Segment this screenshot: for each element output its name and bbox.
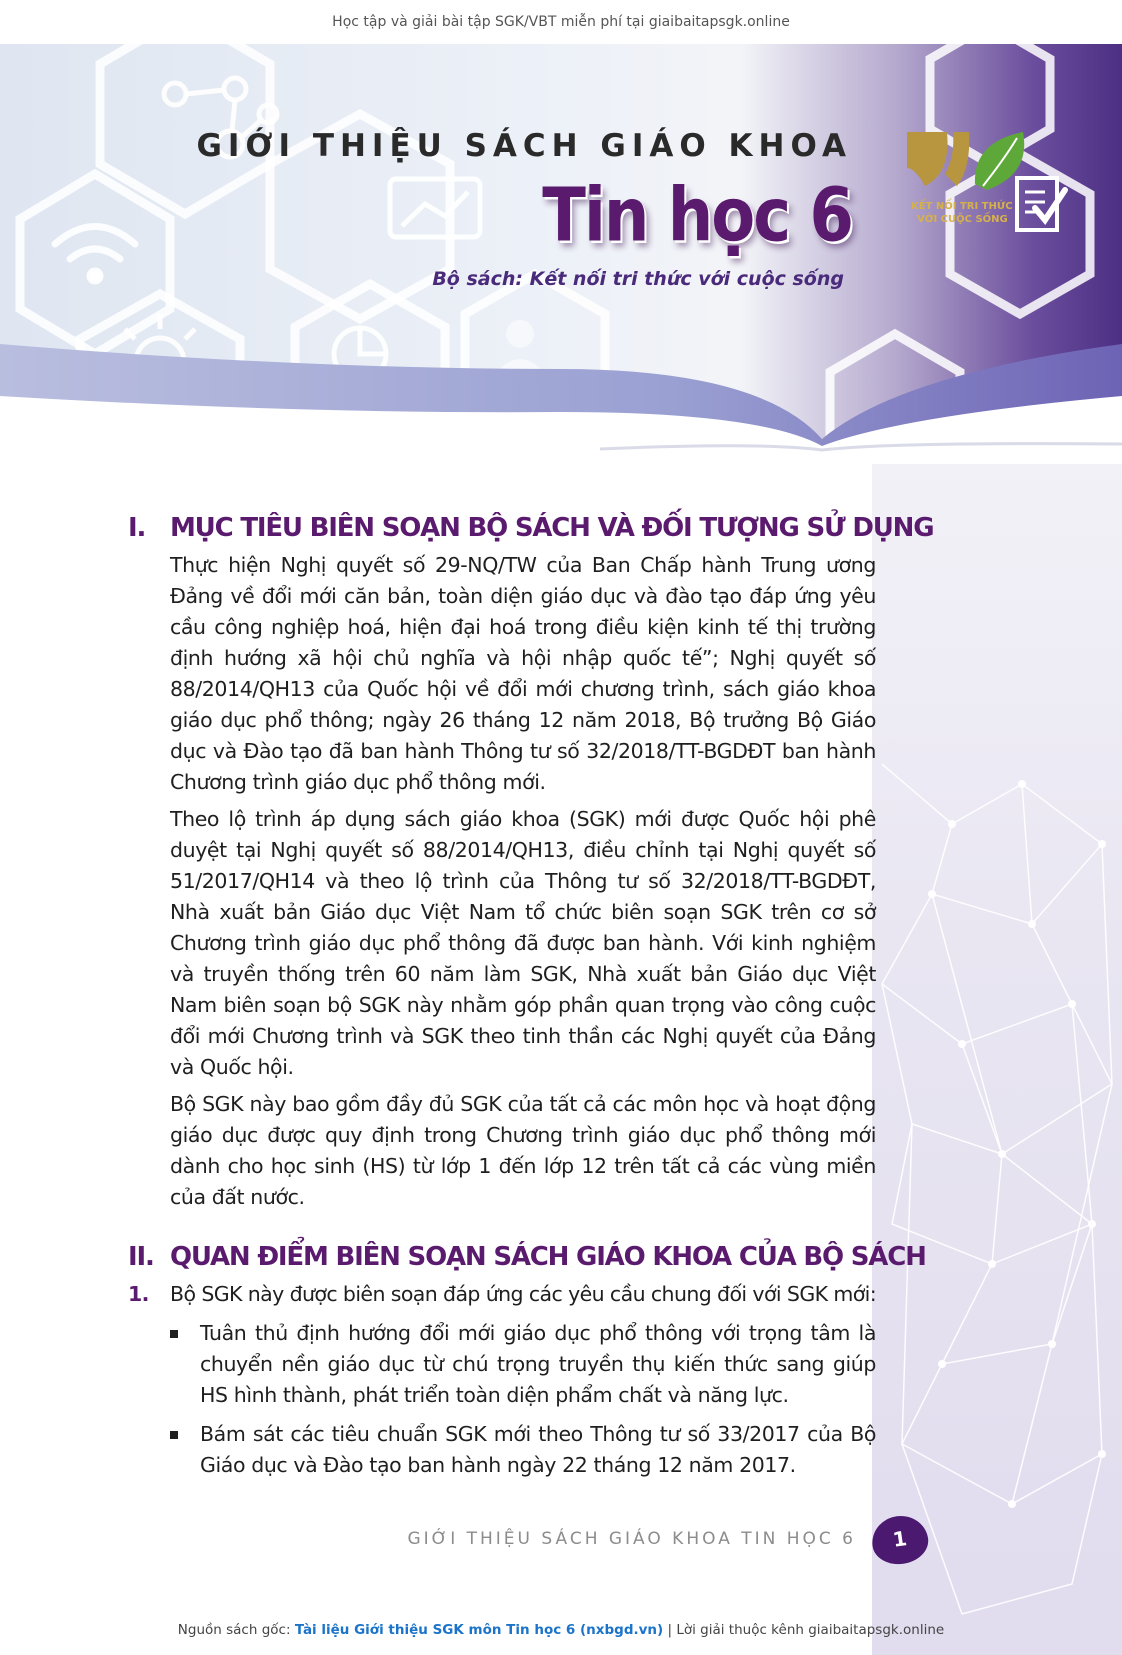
section-1-number: I.	[128, 513, 146, 543]
banner-subtitle: Bộ sách: Kết nối tri thức với cuộc sống	[432, 268, 844, 290]
running-footer-title: GIỚI THIỆU SÁCH GIÁO KHOA TIN HỌC 6	[407, 1529, 856, 1549]
page-number-badge: 1	[869, 1512, 931, 1567]
bullet-item	[200, 1318, 876, 1411]
bullet-text: Bám sát các tiêu chuẩn SGK mới theo Thông tư số 33/2017 của Bộ Giáo dục và Đào tạo ban hành ngày 22 tháng 12 năm 2017.	[200, 1422, 876, 1477]
section-2-title: QUAN ĐIỂM BIÊN SOẠN SÁCH GIÁO KHOA CỦA BỘ SÁCH	[170, 1242, 926, 1272]
header-note: Học tập và giải bài tập SGK/VBT miễn phí tại giaibaitapsgk.online	[332, 14, 790, 30]
section-2-number: II.	[128, 1242, 154, 1272]
section-1-title: MỤC TIÊU BIÊN SOẠN BỘ SÁCH VÀ ĐỐI TƯỢNG SỬ DỤNG	[170, 513, 934, 543]
numbered-item	[128, 1279, 876, 1310]
paragraph: Theo lộ trình áp dụng sách giáo khoa (SGK) mới được Quốc hội phê duyệt tại Nghị quyết số 88/2014/QH13, điều chỉnh tại Nghị quyết số 51/2017/QH14 và theo lộ trình của Thông tư số 32/2018/TT-BGDĐT, Nhà xuất bản Giáo dục Việt Nam tổ chức biên soạn SGK trên cơ sở Chương trình giáo dục phổ thông đã được ban hành. Với kinh nghiệm và truyền thống trên 60 năm làm SGK, Nhà xuất bản Giáo dục Việt Nam biên soạn bộ SGK này nhằm góp phần quan trọng vào công cuộc đổi mới Chương trình và SGK theo tinh thần các Nghị quyết của Đảng và Quốc hội.	[170, 807, 876, 1079]
leaf-logo-icon	[905, 128, 1085, 248]
logo-text-line2: VỚI CUỘC SỐNG	[917, 214, 1008, 225]
section-2-heading	[128, 1235, 926, 1279]
square-bullet-icon	[170, 1431, 178, 1439]
source-note	[0, 1622, 1122, 1638]
square-bullet-icon	[170, 1330, 178, 1338]
series-logo	[905, 128, 1085, 248]
bullet-item	[200, 1419, 876, 1481]
source-suffix: | Lời giải thuộc kênh giaibaitapsgk.online	[667, 1622, 945, 1638]
item-number: 1.	[128, 1282, 149, 1306]
cover-banner	[0, 44, 1122, 464]
paragraph: Thực hiện Nghị quyết số 29-NQ/TW của Ban Chấp hành Trung ương Đảng về đổi mới căn bản, toàn diện giáo dục và đào tạo đáp ứng yêu cầu công nghiệp hoá, hiện đại hoá trong điều kiện kinh tế thị trường định hướng xã hội chủ nghĩa và hội nhập quốc tế”; Nghị quyết số 88/2014/QH13 của Quốc hội về đổi mới chương trình, sách giáo khoa giáo dục phổ thông; ngày 26 tháng 12 năm 2018, Bộ trưởng Bộ Giáo dục và Đào tạo đã ban hành Thông tư số 32/2018/TT-BGDĐT ban hành Chương trình giáo dục phổ thông mới.	[170, 553, 876, 794]
side-decoration	[872, 464, 1122, 1655]
source-link[interactable]: Tài liệu Giới thiệu SGK môn Tin học 6 (nxbgd.vn)	[294, 1622, 664, 1638]
source-prefix: Nguồn sách gốc:	[177, 1622, 291, 1638]
item-text: Bộ SGK này được biên soạn đáp ứng các yêu cầu chung đối với SGK mới:	[170, 1282, 877, 1306]
paragraph: Bộ SGK này bao gồm đầy đủ SGK của tất cả các môn học và hoạt động giáo dục được quy định trong Chương trình giáo dục phổ thông mới dành cho học sinh (HS) từ lớp 1 đến lớp 12 trên tất cả các vùng miền của đất nước.	[170, 1092, 876, 1209]
main-content	[128, 506, 934, 1489]
section-1-heading	[128, 506, 934, 550]
network-pattern	[872, 464, 1122, 1655]
bullet-text: Tuân thủ định hướng đổi mới giáo dục phổ thông với trọng tâm là chuyển nền giáo dục từ chú trọng truyền thụ kiến thức sang giúp HS hình thành, phát triển toàn diện phẩm chất và năng lực.	[200, 1321, 876, 1407]
banner-title-top: GIỚI THIỆU SÁCH GIÁO KHOA	[196, 128, 852, 164]
banner-title-main: Tin học 6	[542, 174, 852, 260]
logo-text-line1: KẾT NỐI TRI THỨC	[911, 201, 1013, 212]
